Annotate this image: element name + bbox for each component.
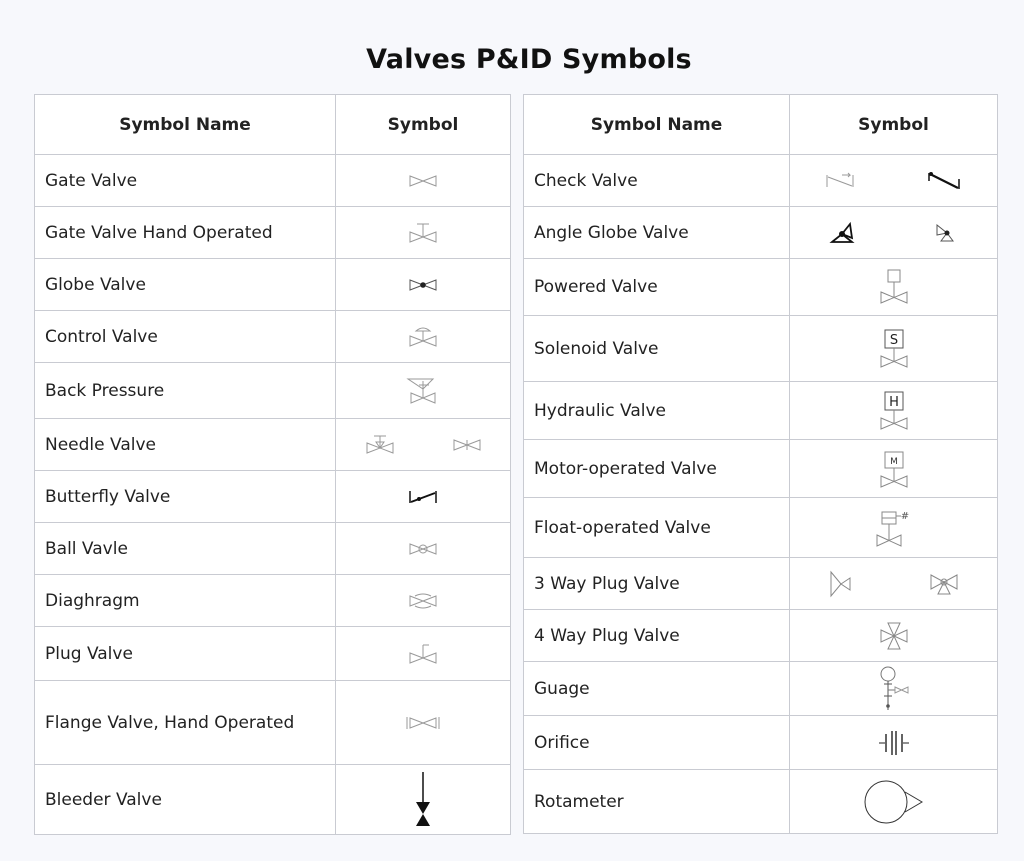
row-name: Plug Valve <box>35 627 336 681</box>
row-name: Bleeder Valve <box>35 765 336 835</box>
table-row <box>35 419 511 471</box>
row-name: Ball Vavle <box>35 523 336 575</box>
table-row <box>524 498 998 558</box>
three-way-plug-valve-symbol-a <box>829 571 851 597</box>
check-valve-symbol-b <box>927 171 961 191</box>
diaphragm-valve-symbol <box>409 593 437 609</box>
globe-valve-symbol <box>409 278 437 292</box>
bleeder-valve-symbol <box>414 772 432 828</box>
row-name: Orifice <box>524 716 790 770</box>
table-header-row <box>524 95 998 155</box>
rotameter-symbol <box>864 778 924 826</box>
row-name: Flange Valve, Hand Operated <box>35 681 336 765</box>
float-operated-valve-symbol <box>877 508 911 548</box>
table-row <box>524 558 998 610</box>
solenoid-label: S <box>889 332 898 348</box>
row-name: Control Valve <box>35 311 336 363</box>
row-name: 4 Way Plug Valve <box>524 610 790 662</box>
table-row <box>524 440 998 498</box>
table-header-row <box>35 95 511 155</box>
table-row <box>524 382 998 440</box>
row-name: Check Valve <box>524 155 790 207</box>
table-row <box>524 716 998 770</box>
symbol-name-header: Symbol Name <box>35 95 336 155</box>
table-row <box>524 770 998 834</box>
table-row <box>35 155 511 207</box>
table-row <box>35 627 511 681</box>
row-name: Diaghragm <box>35 575 336 627</box>
angle-globe-valve-symbol-b <box>935 223 957 243</box>
row-name: Rotameter <box>524 770 790 834</box>
powered-valve-symbol <box>880 269 908 305</box>
row-name: Guage <box>524 662 790 716</box>
table-row <box>524 662 998 716</box>
page-title: Valves P&ID Symbols <box>366 44 692 75</box>
table-row <box>35 207 511 259</box>
gate-valve-hand-operated-symbol <box>409 222 437 244</box>
row-name: Float-operated Valve <box>524 498 790 558</box>
control-valve-symbol <box>409 326 437 348</box>
row-name: Motor-operated Valve <box>524 440 790 498</box>
table-row <box>524 316 998 382</box>
orifice-symbol <box>879 730 909 756</box>
row-name: Gate Valve <box>35 155 336 207</box>
row-name: Butterfly Valve <box>35 471 336 523</box>
table-row <box>524 155 998 207</box>
table-row <box>524 610 998 662</box>
symbol-name-header: Symbol Name <box>524 95 790 155</box>
row-name: Solenoid Valve <box>524 316 790 382</box>
table-row <box>35 311 511 363</box>
row-name: Gate Valve Hand Operated <box>35 207 336 259</box>
gate-valve-symbol <box>409 174 437 188</box>
symbol-header: Symbol <box>336 95 511 155</box>
hydraulic-valve-symbol <box>880 391 908 431</box>
table-row <box>35 259 511 311</box>
table-row <box>35 765 511 835</box>
symbol-header: Symbol <box>790 95 998 155</box>
hydraulic-label: H <box>888 394 899 410</box>
row-name: Hydraulic Valve <box>524 382 790 440</box>
motor-label: M <box>889 456 898 467</box>
table-row <box>524 207 998 259</box>
table-row <box>35 363 511 419</box>
butterfly-valve-symbol <box>408 489 438 505</box>
row-name: Back Pressure <box>35 363 336 419</box>
float-label: # <box>900 510 909 522</box>
four-way-plug-valve-symbol <box>880 622 908 650</box>
back-pressure-valve-symbol <box>407 377 439 405</box>
row-name: Globe Valve <box>35 259 336 311</box>
needle-valve-symbol-a <box>366 434 394 456</box>
angle-globe-valve-symbol-a <box>830 222 854 244</box>
motor-operated-valve-symbol <box>880 449 908 489</box>
flange-valve-symbol <box>406 716 440 730</box>
row-name: Angle Globe Valve <box>524 207 790 259</box>
table-row <box>35 575 511 627</box>
table-row <box>35 471 511 523</box>
table-row <box>35 681 511 765</box>
table-row <box>35 523 511 575</box>
needle-valve-symbol-b <box>453 438 481 452</box>
table-row <box>524 259 998 316</box>
three-way-plug-valve-symbol-b <box>930 573 958 595</box>
right-symbol-table <box>523 94 998 834</box>
solenoid-valve-symbol <box>880 329 908 369</box>
row-name: Needle Valve <box>35 419 336 471</box>
left-symbol-table <box>34 94 511 835</box>
row-name: Powered Valve <box>524 259 790 316</box>
ball-valve-symbol <box>409 542 437 556</box>
check-valve-symbol-a <box>826 173 854 189</box>
plug-valve-symbol <box>409 643 437 665</box>
gauge-symbol <box>879 666 909 712</box>
row-name: 3 Way Plug Valve <box>524 558 790 610</box>
